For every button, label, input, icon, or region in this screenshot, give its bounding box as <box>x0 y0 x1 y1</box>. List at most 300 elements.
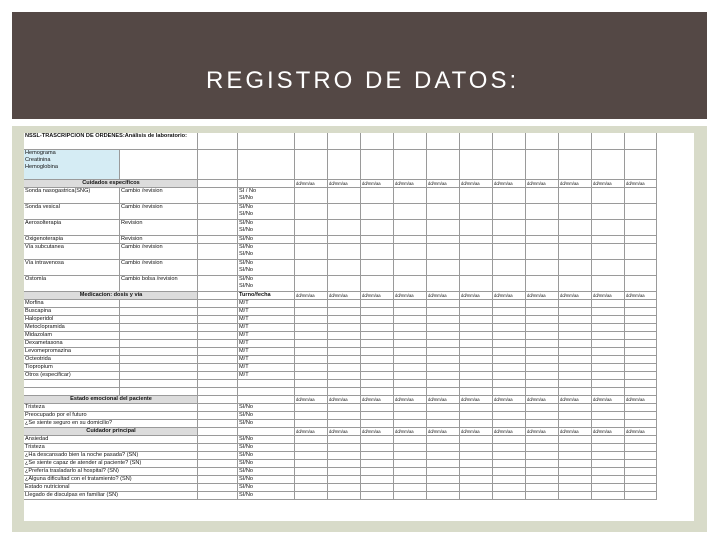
cell <box>295 340 328 348</box>
cell <box>427 188 460 204</box>
emotional-item: ¿Se siente seguro en su domicilio? <box>24 420 198 428</box>
caregiver-row <box>24 476 694 484</box>
yes-no-cell: SI/No <box>238 492 295 500</box>
cell <box>394 460 427 468</box>
date-cell: dd/mm/aa <box>559 180 592 188</box>
cell <box>394 308 427 316</box>
cell <box>394 364 427 372</box>
cell <box>559 316 592 324</box>
cell <box>198 404 238 412</box>
cell <box>295 372 328 380</box>
care-action: Cambio bolsa /revision <box>120 276 198 292</box>
cell <box>427 133 460 150</box>
cell <box>526 276 559 292</box>
cell <box>625 420 657 428</box>
cell <box>394 332 427 340</box>
cell <box>120 150 198 180</box>
cell <box>460 220 493 236</box>
cell <box>493 340 526 348</box>
care-row <box>24 188 694 204</box>
cell <box>460 388 493 396</box>
cell <box>198 150 238 180</box>
cell <box>427 300 460 308</box>
cell <box>328 188 361 204</box>
care-action: Cambio /revision <box>120 244 198 260</box>
cell <box>120 300 198 308</box>
cell <box>361 340 394 348</box>
cell <box>328 260 361 276</box>
date-cell: dd/mm/aa <box>328 292 361 300</box>
cell <box>559 436 592 444</box>
cell <box>559 444 592 452</box>
cell <box>295 436 328 444</box>
cell <box>559 460 592 468</box>
cell <box>394 236 427 244</box>
cell <box>120 316 198 324</box>
cell <box>295 300 328 308</box>
cell <box>361 468 394 476</box>
cell <box>198 492 238 500</box>
medication-name: Otros (especificar) <box>24 372 120 380</box>
cell <box>198 180 238 188</box>
date-cell: dd/mm/aa <box>361 292 394 300</box>
cell <box>625 460 657 468</box>
cell <box>361 324 394 332</box>
medication-name: Morfina <box>24 300 120 308</box>
cell <box>427 452 460 460</box>
care-row <box>24 204 694 220</box>
cell <box>625 308 657 316</box>
cell <box>493 324 526 332</box>
cell <box>394 372 427 380</box>
cell <box>198 428 238 436</box>
shift-cell: M/T <box>238 308 295 316</box>
cell <box>361 133 394 150</box>
cell <box>394 468 427 476</box>
cell <box>460 276 493 292</box>
date-cell: dd/mm/aa <box>559 428 592 436</box>
caregiver-item: Estado nutricional <box>24 484 198 492</box>
cell <box>328 492 361 500</box>
cell <box>493 444 526 452</box>
care-row <box>24 220 694 236</box>
yes-no-cell: SI/No <box>238 236 295 244</box>
cell <box>295 460 328 468</box>
cell <box>493 300 526 308</box>
cell <box>328 484 361 492</box>
cell <box>238 150 295 180</box>
care-row <box>24 244 694 260</box>
shift-header: Turno/fecha <box>238 292 295 300</box>
cell <box>295 150 328 180</box>
cell <box>592 444 625 452</box>
cell <box>493 348 526 356</box>
cell <box>592 484 625 492</box>
cell <box>460 380 493 388</box>
cell <box>526 468 559 476</box>
cell <box>238 428 295 436</box>
cell <box>328 372 361 380</box>
date-cell: dd/mm/aa <box>526 180 559 188</box>
cell <box>394 484 427 492</box>
cell <box>198 260 238 276</box>
date-cell: dd/mm/aa <box>427 292 460 300</box>
caregiver-item: Llegado de disculpas en familiar (SN) <box>24 492 198 500</box>
cell <box>526 260 559 276</box>
care-header: Cuidados específicos <box>24 180 198 188</box>
date-cell: dd/mm/aa <box>592 428 625 436</box>
cell <box>295 308 328 316</box>
cell <box>625 324 657 332</box>
yes-no-cell: SI/No <box>238 404 295 412</box>
cell <box>295 260 328 276</box>
cell <box>625 150 657 180</box>
cell <box>328 133 361 150</box>
cell <box>120 388 198 396</box>
medication-header: Medicacion: dosis y vía <box>24 292 198 300</box>
medication-row <box>24 348 694 356</box>
cell <box>460 372 493 380</box>
cell <box>559 476 592 484</box>
cell <box>394 356 427 364</box>
cell <box>361 372 394 380</box>
emotional-row <box>24 404 694 412</box>
cell <box>592 316 625 324</box>
cell <box>592 300 625 308</box>
cell <box>295 356 328 364</box>
cell <box>427 468 460 476</box>
cell <box>559 484 592 492</box>
cell <box>460 484 493 492</box>
cell <box>493 150 526 180</box>
cell <box>238 380 295 388</box>
cell <box>120 332 198 340</box>
cell <box>295 380 328 388</box>
yes-no-cell: SI/No SI/No <box>238 204 295 220</box>
cell <box>295 412 328 420</box>
date-cell: dd/mm/aa <box>493 180 526 188</box>
cell <box>238 180 295 188</box>
cell <box>120 324 198 332</box>
cell <box>559 412 592 420</box>
date-cell: dd/mm/aa <box>493 396 526 404</box>
cell <box>526 388 559 396</box>
cell <box>394 348 427 356</box>
cell <box>361 484 394 492</box>
date-cell: dd/mm/aa <box>394 428 427 436</box>
caregiver-row <box>24 444 694 452</box>
cell <box>460 420 493 428</box>
cell <box>592 276 625 292</box>
cell <box>120 348 198 356</box>
cell <box>198 364 238 372</box>
cell <box>198 436 238 444</box>
cell <box>559 236 592 244</box>
cell <box>625 244 657 260</box>
cell <box>427 492 460 500</box>
cell <box>559 220 592 236</box>
lab-tests: Hemograma Creatinina Hemoglobina <box>24 150 120 180</box>
cell <box>526 460 559 468</box>
cell <box>328 324 361 332</box>
cell <box>592 364 625 372</box>
cell <box>361 276 394 292</box>
shift-cell: M/T <box>238 364 295 372</box>
yes-no-cell: SI/No <box>238 468 295 476</box>
medication-row <box>24 372 694 380</box>
cell <box>592 133 625 150</box>
cell <box>198 484 238 492</box>
cell <box>526 364 559 372</box>
care-label: Ostomía <box>24 276 120 292</box>
cell <box>493 260 526 276</box>
cell <box>295 484 328 492</box>
shift-cell: M/T <box>238 348 295 356</box>
cell <box>625 276 657 292</box>
cell <box>493 364 526 372</box>
shift-cell: M/T <box>238 372 295 380</box>
date-cell: dd/mm/aa <box>427 428 460 436</box>
cell <box>427 404 460 412</box>
cell <box>526 300 559 308</box>
cell <box>361 244 394 260</box>
cell <box>526 348 559 356</box>
cell <box>328 150 361 180</box>
caregiver-item: ¿Prefería trasladarlo al hospital? (SN) <box>24 468 198 476</box>
cell <box>295 244 328 260</box>
cell <box>559 404 592 412</box>
yes-no-cell: SI/No <box>238 444 295 452</box>
cell <box>559 348 592 356</box>
cell <box>198 340 238 348</box>
spreadsheet-image <box>24 133 694 521</box>
cell <box>625 133 657 150</box>
cell <box>427 150 460 180</box>
cell <box>120 340 198 348</box>
cell <box>295 476 328 484</box>
caregiver-item: Tristeza <box>24 444 198 452</box>
cell <box>625 412 657 420</box>
cell <box>328 460 361 468</box>
cell <box>198 292 238 300</box>
caregiver-row <box>24 436 694 444</box>
cell <box>559 388 592 396</box>
care-label: Vía intravenosa <box>24 260 120 276</box>
cell <box>120 372 198 380</box>
emotional-header: Estado emocional del paciente <box>24 396 198 404</box>
cell <box>295 236 328 244</box>
care-label: Oxigenoterapia <box>24 236 120 244</box>
cell <box>625 204 657 220</box>
cell <box>198 468 238 476</box>
cell <box>361 412 394 420</box>
date-cell: dd/mm/aa <box>460 180 493 188</box>
date-cell: dd/mm/aa <box>361 180 394 188</box>
cell <box>460 412 493 420</box>
cell <box>526 150 559 180</box>
date-cell: dd/mm/aa <box>361 396 394 404</box>
cell <box>427 324 460 332</box>
cell <box>559 188 592 204</box>
blank-row <box>24 380 694 388</box>
cell <box>361 300 394 308</box>
cell <box>198 133 238 150</box>
cell <box>493 133 526 150</box>
care-action: Revision <box>120 236 198 244</box>
cell <box>394 492 427 500</box>
cell <box>625 444 657 452</box>
cell <box>238 396 295 404</box>
cell <box>198 372 238 380</box>
cell <box>526 420 559 428</box>
cell <box>493 236 526 244</box>
cell <box>295 388 328 396</box>
cell <box>24 388 120 396</box>
yes-no-cell: SI/No SI/No <box>238 260 295 276</box>
medication-row <box>24 356 694 364</box>
date-cell: dd/mm/aa <box>559 292 592 300</box>
cell <box>328 404 361 412</box>
cell <box>592 220 625 236</box>
cell <box>625 380 657 388</box>
care-row <box>24 236 694 244</box>
cell <box>328 476 361 484</box>
cell <box>361 188 394 204</box>
cell <box>559 260 592 276</box>
medication-name: Metoclopramida <box>24 324 120 332</box>
yes-no-cell: SI/No <box>238 460 295 468</box>
cell <box>394 276 427 292</box>
date-cell: dd/mm/aa <box>559 396 592 404</box>
cell <box>460 133 493 150</box>
date-cell: dd/mm/aa <box>394 396 427 404</box>
cell <box>120 356 198 364</box>
cell <box>526 244 559 260</box>
cell <box>24 380 120 388</box>
medication-row <box>24 332 694 340</box>
cell <box>625 316 657 324</box>
medication-name: Tiopropium <box>24 364 120 372</box>
cell <box>625 348 657 356</box>
blank-row <box>24 388 694 396</box>
cell <box>493 244 526 260</box>
date-cell: dd/mm/aa <box>427 396 460 404</box>
emotional-row <box>24 412 694 420</box>
date-cell: dd/mm/aa <box>394 180 427 188</box>
cell <box>328 356 361 364</box>
cell <box>328 444 361 452</box>
cell <box>394 220 427 236</box>
cell <box>198 244 238 260</box>
cell <box>592 372 625 380</box>
cell <box>328 332 361 340</box>
care-label: Vía subcutanea <box>24 244 120 260</box>
cell <box>559 420 592 428</box>
cell <box>361 348 394 356</box>
cell <box>526 340 559 348</box>
cell <box>460 300 493 308</box>
cell <box>198 236 238 244</box>
medication-name: Midazolam <box>24 332 120 340</box>
date-cell: dd/mm/aa <box>625 428 657 436</box>
caregiver-item: ¿Alguna dificultad con el tratamiento? (SN) <box>24 476 198 484</box>
cell <box>460 444 493 452</box>
cell <box>427 372 460 380</box>
cell <box>559 133 592 150</box>
cell <box>328 380 361 388</box>
cell <box>394 324 427 332</box>
cell <box>526 444 559 452</box>
cell <box>526 316 559 324</box>
medication-row <box>24 340 694 348</box>
cell <box>493 476 526 484</box>
cell <box>592 452 625 460</box>
medication-name: Dexametasona <box>24 340 120 348</box>
cell <box>493 420 526 428</box>
care-action: Cambio /revision <box>120 188 198 204</box>
cell <box>493 492 526 500</box>
cell <box>328 412 361 420</box>
cell <box>460 150 493 180</box>
cell <box>295 316 328 324</box>
cell <box>198 476 238 484</box>
cell <box>493 412 526 420</box>
cell <box>625 388 657 396</box>
date-cell: dd/mm/aa <box>460 428 493 436</box>
cell <box>198 300 238 308</box>
cell <box>394 388 427 396</box>
cell <box>493 436 526 444</box>
cell <box>361 364 394 372</box>
cell <box>361 476 394 484</box>
emotional-row <box>24 420 694 428</box>
cell <box>328 436 361 444</box>
cell <box>427 412 460 420</box>
cell <box>460 204 493 220</box>
yes-no-cell: SI/No <box>238 420 295 428</box>
care-action: Cambio /revision <box>120 260 198 276</box>
cell <box>460 356 493 364</box>
cell <box>328 204 361 220</box>
cell <box>328 300 361 308</box>
cell <box>559 452 592 460</box>
cell <box>592 468 625 476</box>
cell <box>295 468 328 476</box>
cell <box>460 236 493 244</box>
cell <box>460 460 493 468</box>
cell <box>361 436 394 444</box>
cell <box>361 260 394 276</box>
cell <box>625 468 657 476</box>
cell <box>427 340 460 348</box>
cell <box>460 364 493 372</box>
cell <box>625 332 657 340</box>
cell <box>361 380 394 388</box>
cell <box>361 150 394 180</box>
cell <box>328 348 361 356</box>
cell <box>592 332 625 340</box>
cell <box>394 133 427 150</box>
medication-name: Octeotrida <box>24 356 120 364</box>
cell <box>625 220 657 236</box>
yes-no-cell: SI/No <box>238 436 295 444</box>
cell <box>559 204 592 220</box>
transcription-title: NSSL-TRASCRIPCIÓN DE ORDENES:Análisis de laboratorio: <box>24 133 198 150</box>
lab-row <box>24 150 694 180</box>
shift-cell: M/T <box>238 332 295 340</box>
cell <box>198 380 238 388</box>
caregiver-header: Cuidador principal <box>24 428 198 436</box>
